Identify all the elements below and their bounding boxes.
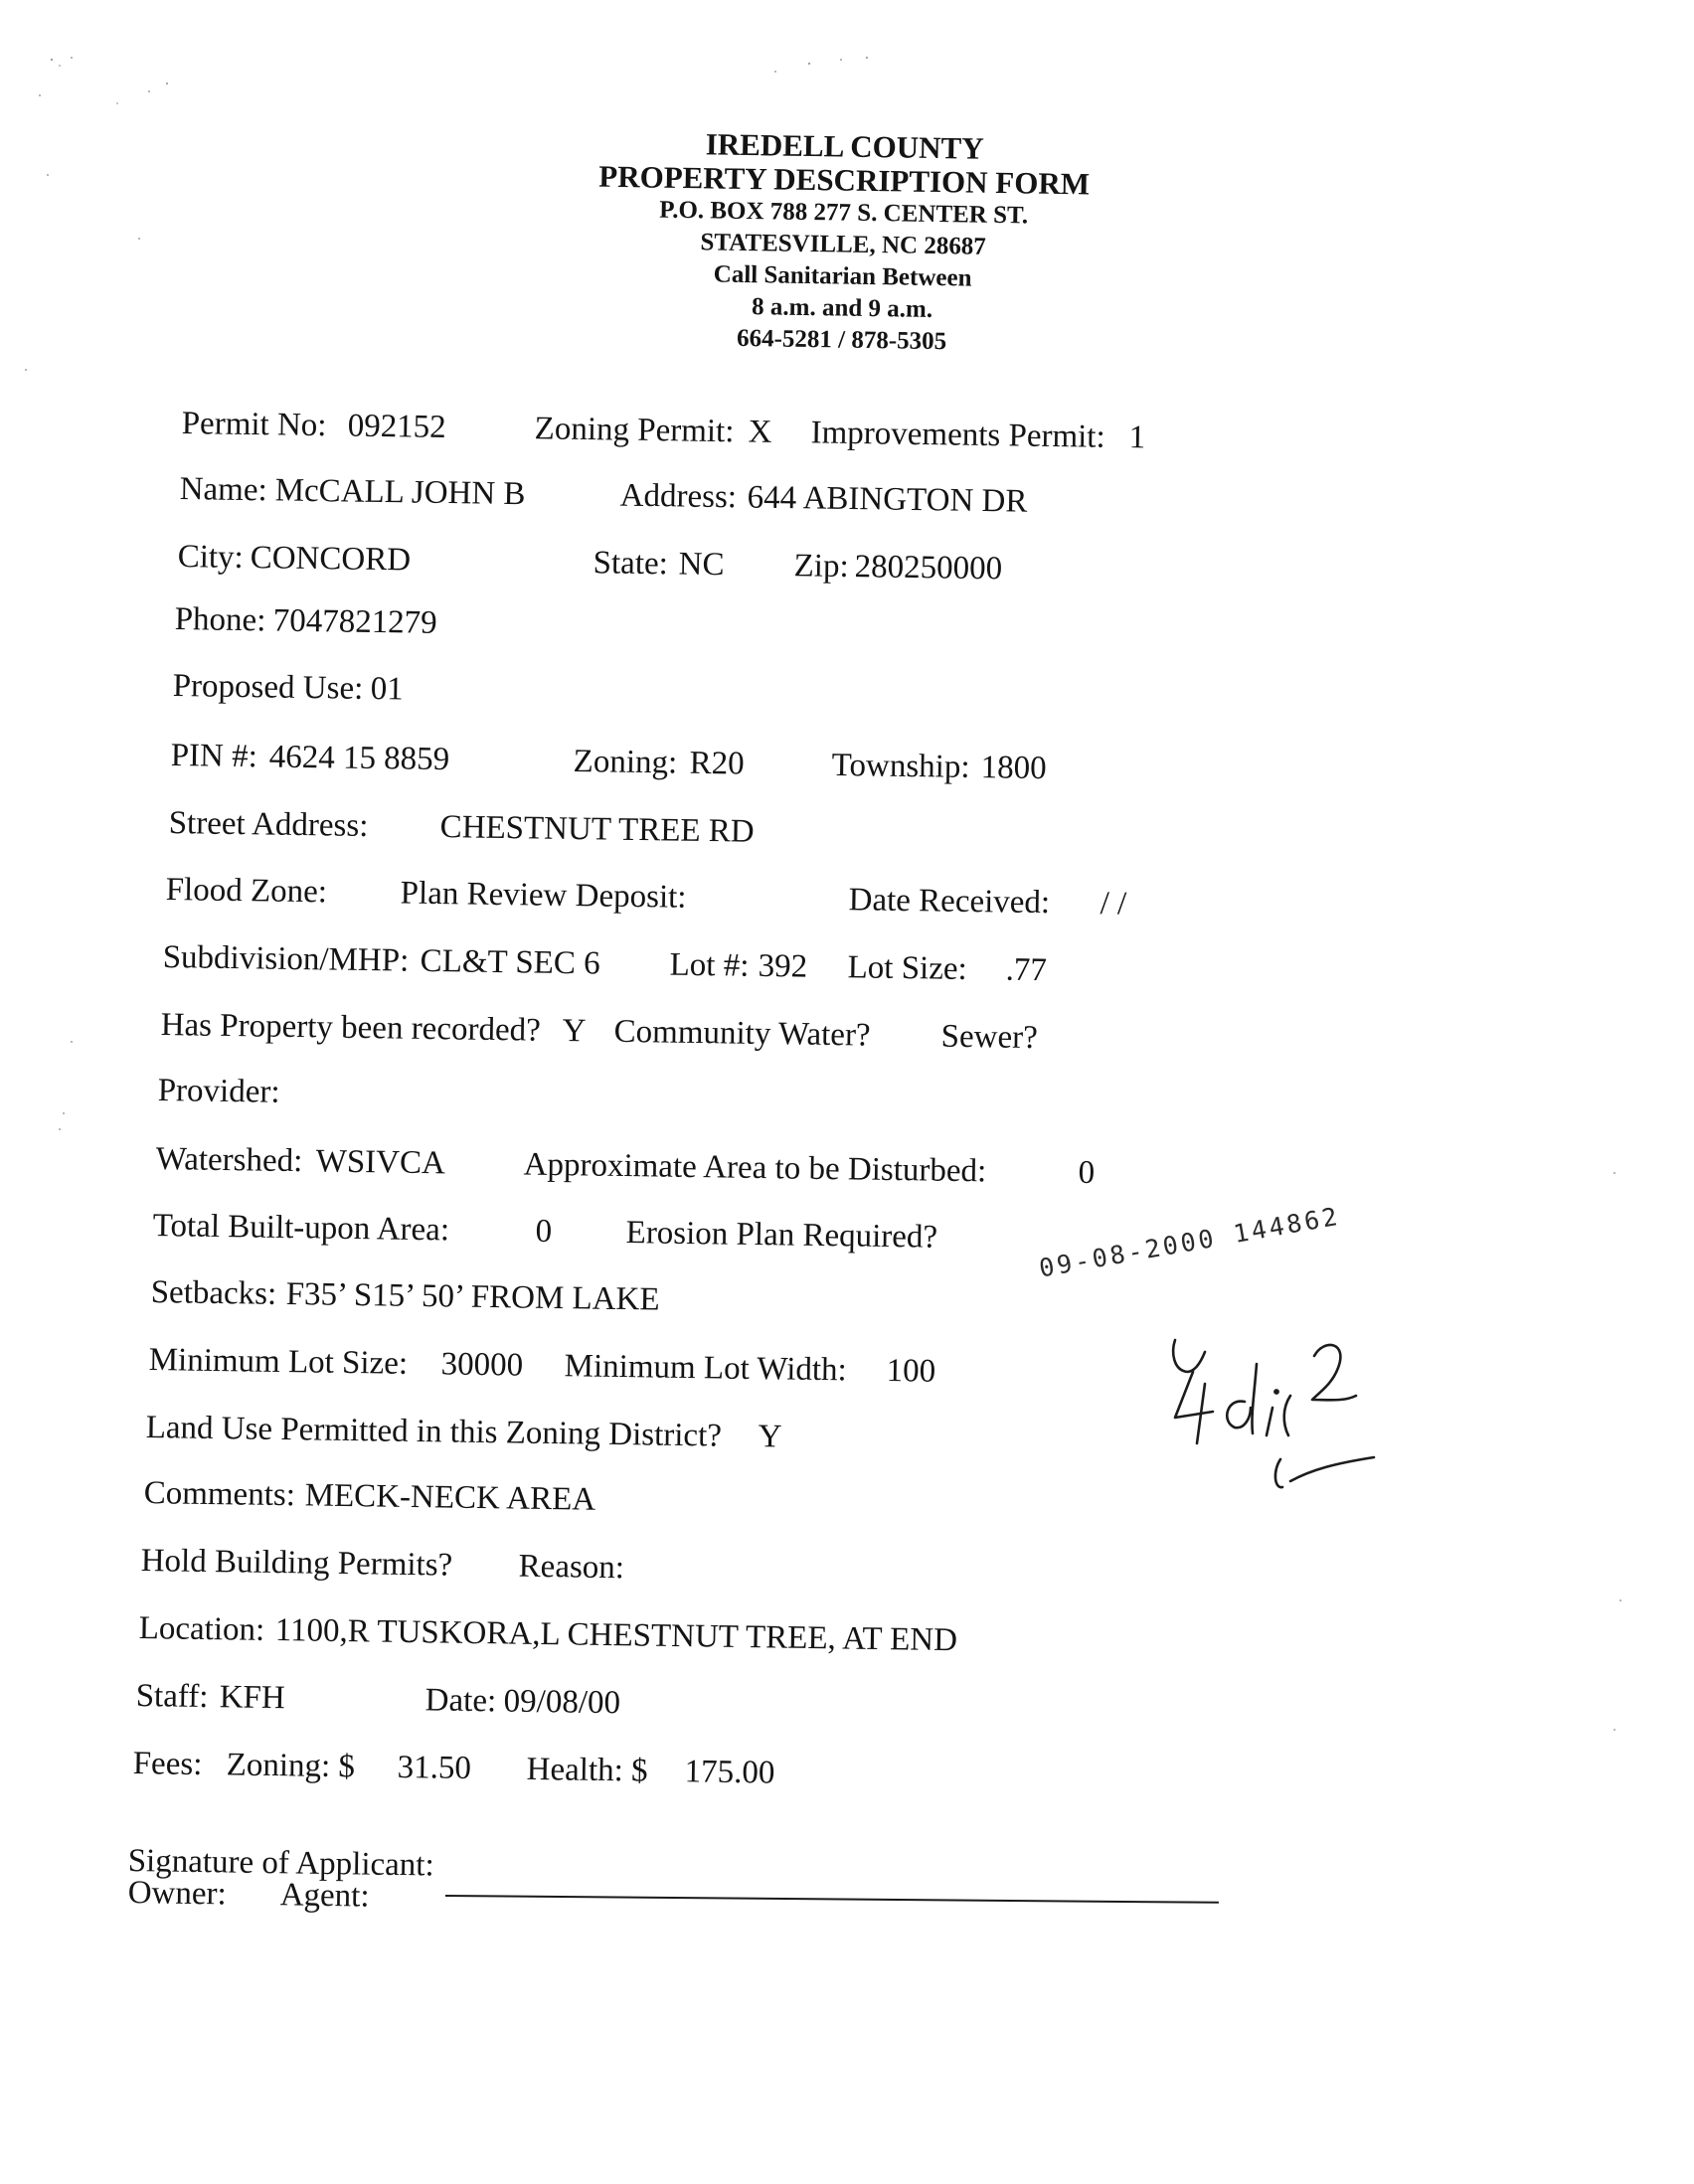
zoning-label: Zoning: bbox=[573, 744, 678, 781]
phone-label: Phone: bbox=[174, 601, 266, 639]
call-hours: 8 a.m. and 9 a.m. bbox=[751, 293, 933, 323]
name-value: McCALL JOHN B bbox=[274, 472, 526, 513]
recorded-value: Y bbox=[562, 1012, 587, 1050]
township-value: 1800 bbox=[980, 750, 1047, 787]
address-label: Address: bbox=[619, 477, 738, 516]
subdivision-label: Subdivision/MHP: bbox=[162, 939, 410, 979]
comments-label: Comments: bbox=[143, 1475, 296, 1514]
call-instructions: Call Sanitarian Between bbox=[713, 260, 972, 292]
street-address-label: Street Address: bbox=[168, 805, 369, 844]
name-label: Name: bbox=[179, 471, 267, 509]
area-disturbed-label: Approximate Area to be Disturbed: bbox=[523, 1146, 987, 1190]
land-use-label: Land Use Permitted in this Zoning District? bbox=[145, 1410, 723, 1454]
office-address: P.O. BOX 788 277 S. CENTER ST. bbox=[658, 196, 1029, 230]
date-label: Date: bbox=[424, 1682, 497, 1720]
sewer-label: Sewer? bbox=[940, 1018, 1039, 1057]
date-received-value: / / bbox=[1100, 885, 1127, 923]
state-value: NC bbox=[678, 546, 725, 584]
form-header bbox=[553, 125, 1133, 361]
fees-zoning-value: 31.50 bbox=[397, 1749, 472, 1787]
built-upon-label: Total Built-upon Area: bbox=[152, 1208, 450, 1249]
staff-value: KFH bbox=[219, 1679, 286, 1717]
recorded-label: Has Property been recorded? bbox=[160, 1007, 542, 1049]
built-upon-value: 0 bbox=[535, 1213, 553, 1250]
location-value: 1100,R TUSKORA,L CHESTNUT TREE, AT END bbox=[274, 1612, 958, 1659]
street-address-value: CHESTNUT TREE RD bbox=[439, 809, 755, 850]
signature-label: Signature of Applicant: bbox=[127, 1843, 434, 1884]
subdivision-value: CL&T SEC 6 bbox=[420, 942, 600, 982]
community-water-label: Community Water? bbox=[613, 1013, 871, 1054]
zoning-permit-value: X bbox=[748, 414, 772, 450]
phone-value: 7047821279 bbox=[272, 602, 437, 641]
zoning-value: R20 bbox=[689, 745, 745, 782]
county-title: IREDELL COUNTY bbox=[705, 126, 984, 166]
date-value: 09/08/00 bbox=[503, 1683, 621, 1722]
office-city: STATESVILLE, NC 28687 bbox=[700, 229, 987, 260]
reason-label: Reason: bbox=[518, 1548, 625, 1587]
land-use-value: Y bbox=[758, 1419, 782, 1455]
fees-health-value: 175.00 bbox=[684, 1754, 775, 1791]
address-value: 644 ABINGTON DR bbox=[747, 479, 1028, 520]
city-label: City: bbox=[177, 539, 245, 576]
setbacks-label: Setbacks: bbox=[150, 1274, 277, 1312]
fees-label: Fees: bbox=[132, 1746, 203, 1783]
hold-permits-label: Hold Building Permits? bbox=[140, 1543, 453, 1584]
signature-line bbox=[445, 1895, 1219, 1904]
watershed-label: Watershed: bbox=[155, 1141, 303, 1180]
permit-no-value: 092152 bbox=[347, 408, 446, 445]
zip-value: 280250000 bbox=[854, 549, 1003, 588]
provider-label: Provider: bbox=[157, 1073, 280, 1110]
min-lot-width-label: Minimum Lot Width: bbox=[564, 1348, 848, 1389]
agent-label: Agent: bbox=[279, 1877, 370, 1915]
pin-value: 4624 15 8859 bbox=[268, 739, 450, 778]
comments-value: MECK-NECK AREA bbox=[304, 1477, 596, 1518]
location-label: Location: bbox=[138, 1610, 265, 1648]
office-phones: 664-5281 / 878-5305 bbox=[736, 324, 947, 356]
received-stamp: 09-08-2000 144862 bbox=[1037, 1201, 1343, 1283]
township-label: Township: bbox=[831, 747, 970, 785]
area-disturbed-value: 0 bbox=[1078, 1154, 1096, 1192]
min-lot-size-label: Minimum Lot Size: bbox=[148, 1342, 409, 1382]
zoning-permit-label: Zoning Permit: bbox=[534, 411, 735, 450]
erosion-label: Erosion Plan Required? bbox=[625, 1215, 938, 1256]
proposed-use-value: 01 bbox=[370, 670, 404, 708]
min-lot-width-value: 100 bbox=[886, 1353, 936, 1390]
watershed-value: WSIVCA bbox=[315, 1143, 446, 1182]
proposed-use-label: Proposed Use: bbox=[172, 668, 364, 707]
plan-review-label: Plan Review Deposit: bbox=[400, 875, 687, 916]
permit-no-label: Permit No: bbox=[181, 406, 327, 444]
improvements-permit-value: 1 bbox=[1128, 420, 1146, 456]
staff-label: Staff: bbox=[135, 1678, 209, 1716]
owner-label: Owner: bbox=[127, 1875, 227, 1913]
improvements-permit-label: Improvements Permit: bbox=[810, 415, 1105, 455]
handwritten-note bbox=[1153, 1312, 1392, 1511]
pin-label: PIN #: bbox=[170, 738, 258, 775]
city-value: CONCORD bbox=[250, 540, 412, 579]
lot-size-label: Lot Size: bbox=[847, 949, 967, 987]
fees-health-label: Health: $ bbox=[526, 1751, 648, 1789]
fees-zoning-label: Zoning: $ bbox=[226, 1747, 356, 1785]
lot-size-value: .77 bbox=[1005, 951, 1048, 989]
zip-label: Zip: bbox=[793, 548, 849, 586]
lot-no-value: 392 bbox=[758, 947, 808, 985]
min-lot-size-value: 30000 bbox=[440, 1346, 524, 1384]
lot-no-label: Lot #: bbox=[669, 946, 750, 984]
flood-zone-label: Flood Zone: bbox=[165, 872, 328, 911]
form-title: PROPERTY DESCRIPTION FORM bbox=[598, 158, 1091, 202]
date-received-label: Date Received: bbox=[848, 882, 1051, 922]
setbacks-value: F35’ S15’ 50’ FROM LAKE bbox=[285, 1276, 660, 1318]
state-label: State: bbox=[593, 545, 669, 583]
